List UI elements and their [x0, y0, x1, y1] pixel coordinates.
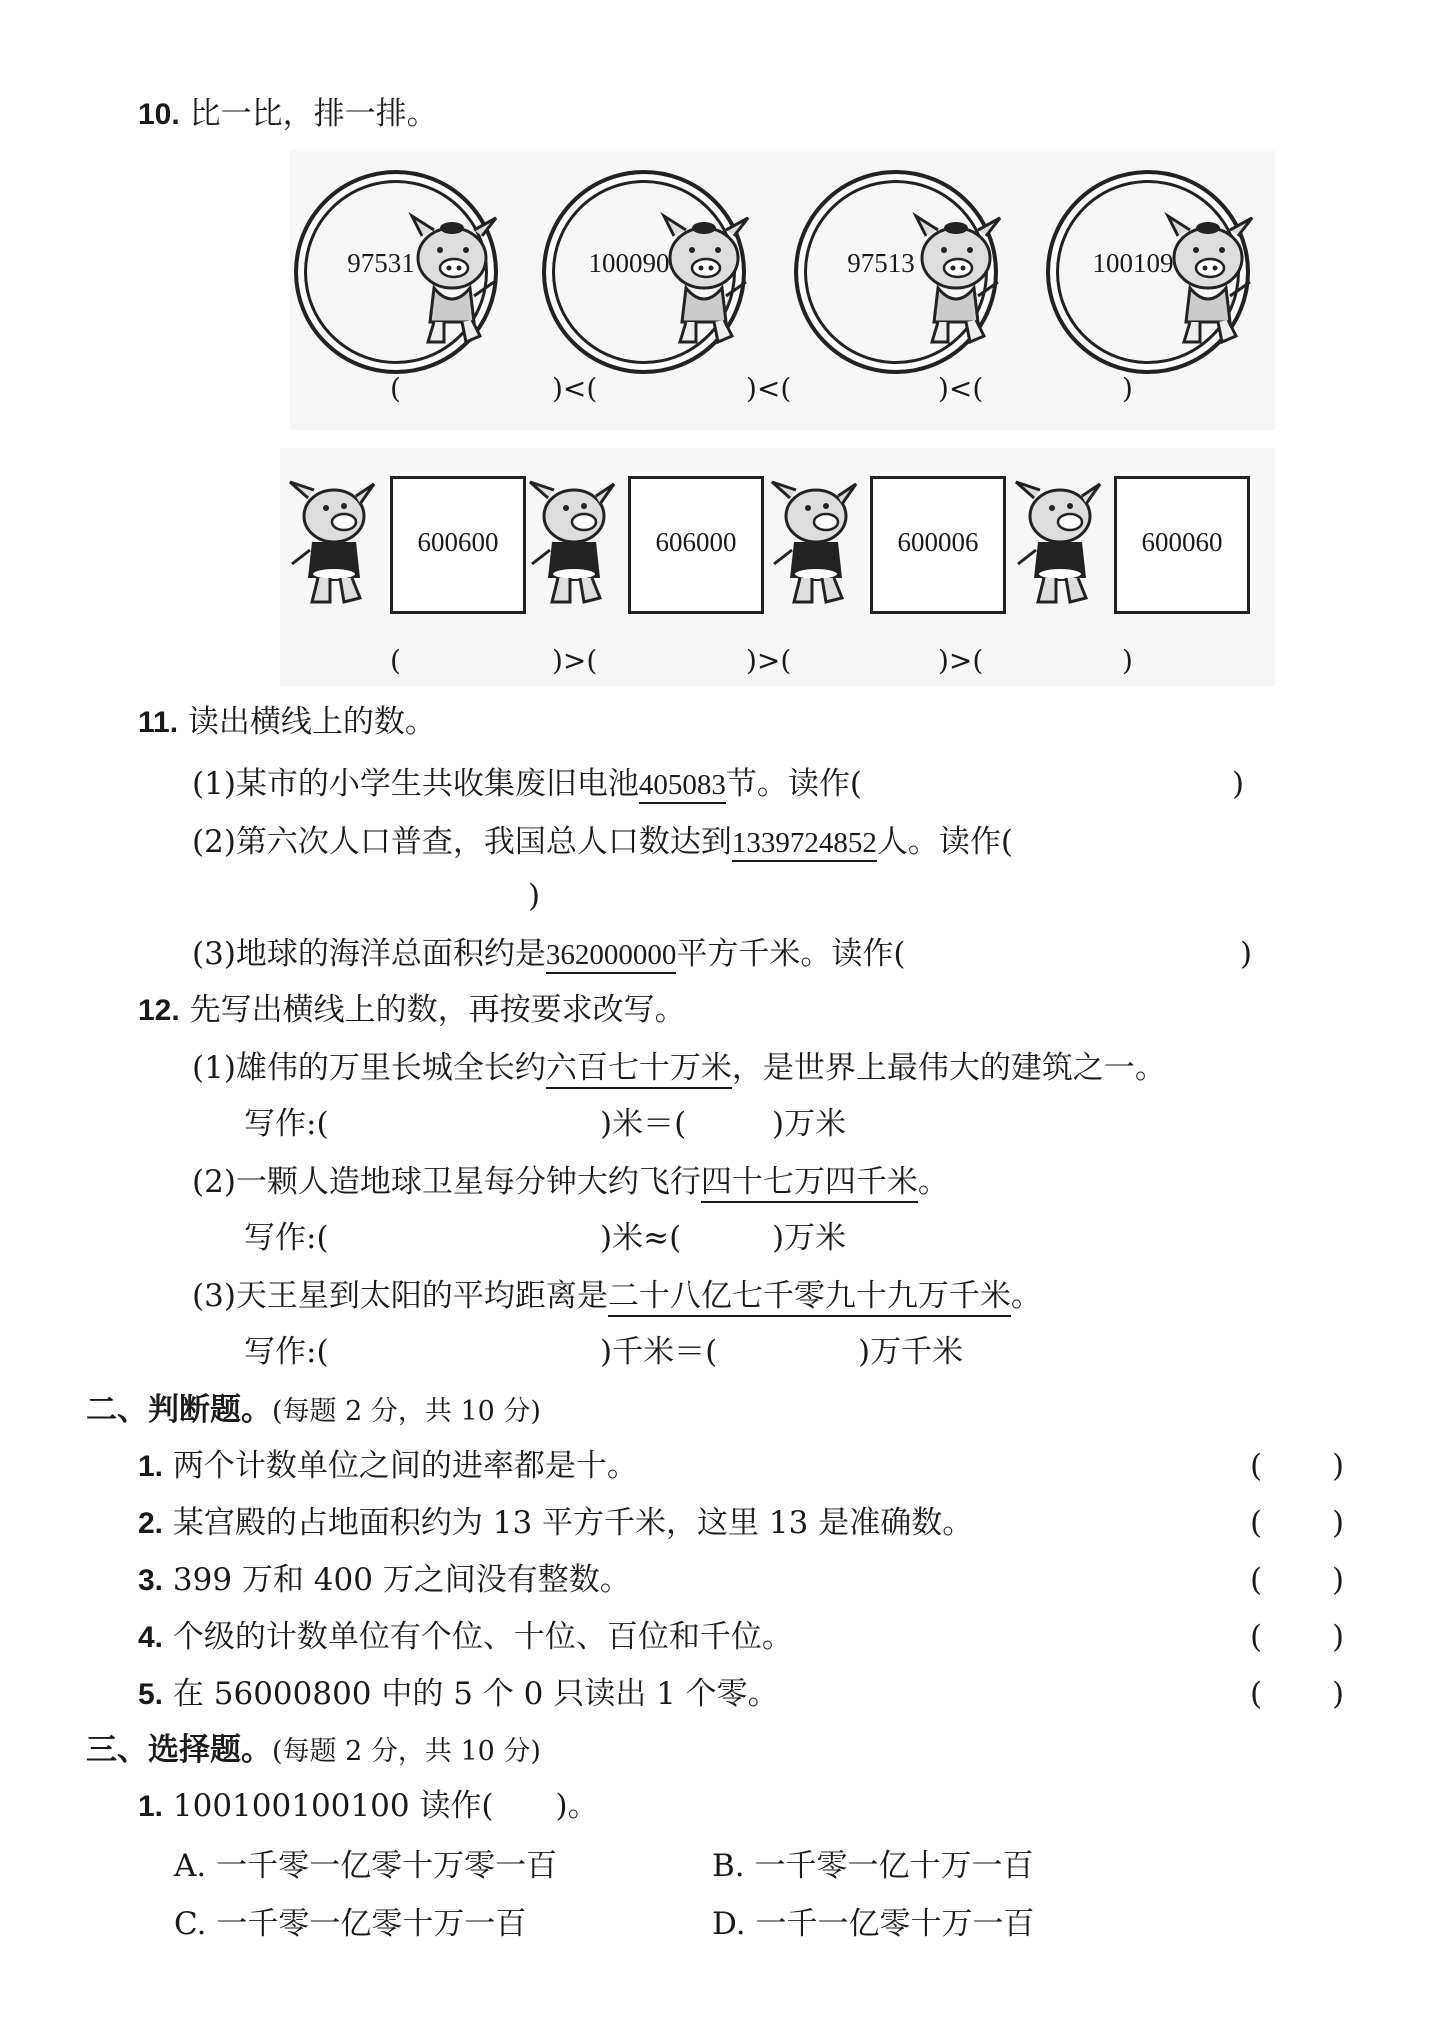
- write-mid: )米≈(: [600, 1220, 682, 1256]
- q10-boxes-figure: [280, 448, 1275, 686]
- q12-title: 先写出横线上的数，再按要求改写。: [189, 992, 686, 1028]
- write-mid: )米＝(: [600, 1106, 687, 1142]
- judge-item-2: 2. 某宫殿的占地面积约为 13 平方千米，这里 13 是准确数。: [138, 1505, 974, 1541]
- q12-item-1: (1)雄伟的万里长城全长约六百七十万米，是世界上最伟大的建筑之一。: [192, 1048, 1166, 1088]
- q10-heading: [138, 94, 438, 135]
- judge-answer-close: ): [1332, 1562, 1345, 1598]
- answer-blank[interactable]: )>(: [746, 644, 792, 677]
- q11-heading: [138, 702, 436, 743]
- answer-blank[interactable]: )<(: [746, 372, 792, 405]
- choice-question-1: 1. 100100100100 读作( )。: [138, 1788, 599, 1824]
- write-end: )万米: [772, 1220, 847, 1256]
- q11-item-1: (1)某市的小学生共收集废旧电池405083节。读作(: [192, 766, 863, 802]
- answer-blank[interactable]: )<(: [938, 372, 984, 405]
- q10-title: 比一比，排一排。: [189, 96, 438, 132]
- answer-blank[interactable]: )<(: [552, 372, 598, 405]
- section-2-heading: 二、判断题。(每题 2 分，共 10 分): [86, 1392, 541, 1428]
- circle-number-3: 97513: [794, 170, 998, 374]
- judge-answer-open[interactable]: (: [1250, 1562, 1263, 1598]
- judge-answer-open[interactable]: (: [1250, 1676, 1263, 1712]
- judge-item-5: 5. 在 56000800 中的 5 个 0 只读出 1 个零。: [138, 1676, 779, 1712]
- judge-answer-open[interactable]: (: [1250, 1505, 1263, 1541]
- q11-title: 读出横线上的数。: [187, 704, 436, 740]
- judge-item-1: 1. 两个计数单位之间的进率都是十。: [138, 1448, 638, 1484]
- underlined-words: 四十七万四千米: [701, 1164, 918, 1203]
- q10-number: 10.: [138, 98, 180, 131]
- option-a[interactable]: A. 一千零一亿零十万零一百: [174, 1848, 558, 1884]
- answer-close-paren: ): [528, 878, 541, 914]
- pig-icon: [524, 478, 620, 608]
- section-3-heading: 三、选择题。(每题 2 分，共 10 分): [86, 1732, 541, 1768]
- judge-answer-open[interactable]: (: [1250, 1619, 1263, 1655]
- judge-item-4: 4. 个级的计数单位有个位、十位、百位和千位。: [138, 1619, 793, 1655]
- q11-item-2: (2)第六次人口普查，我国总人口数达到1339724852人。读作(: [192, 824, 1014, 860]
- box-number-3: 600006: [870, 476, 1006, 614]
- answer-blank-close[interactable]: ): [1122, 372, 1133, 405]
- underlined-words: 六百七十万米: [546, 1050, 732, 1089]
- pig-icon: [908, 210, 1008, 350]
- underlined-number: 405083: [639, 769, 726, 804]
- write-label: 写作:(: [244, 1220, 329, 1256]
- judge-answer-open[interactable]: (: [1250, 1448, 1263, 1484]
- judge-answer-close: ): [1332, 1505, 1345, 1541]
- q11-number: 11.: [138, 706, 179, 739]
- answer-close-paren: ): [1232, 766, 1245, 802]
- q12-item-2: (2)一颗人造地球卫星每分钟大约飞行四十七万四千米。: [192, 1162, 949, 1202]
- judge-answer-close: ): [1332, 1676, 1345, 1712]
- q10-circles-figure: [290, 150, 1275, 430]
- judge-answer-close: ): [1332, 1619, 1345, 1655]
- answer-close-paren: ): [1240, 936, 1253, 972]
- q12-item-3: (3)天王星到太阳的平均距离是二十八亿七千零九十九万千米。: [192, 1276, 1042, 1316]
- write-end: )万米: [772, 1106, 847, 1142]
- answer-blank[interactable]: )>(: [552, 644, 598, 677]
- circle-number-4: 100109: [1046, 170, 1250, 374]
- underlined-number: 1339724852: [732, 827, 877, 862]
- write-label: 写作:(: [244, 1334, 329, 1370]
- pig-icon: [284, 478, 380, 608]
- q11-item-3: (3)地球的海洋总面积约是362000000平方千米。读作(: [192, 936, 906, 972]
- answer-blank-close[interactable]: ): [1122, 644, 1133, 677]
- circle-number-1: 97531: [294, 170, 498, 374]
- option-c[interactable]: C. 一千零一亿零十万一百: [174, 1906, 527, 1942]
- answer-blank-open[interactable]: (: [390, 372, 401, 405]
- pig-icon: [404, 210, 504, 350]
- underlined-words: 二十八亿七千零九十九万千米: [608, 1278, 1011, 1317]
- option-b[interactable]: B. 一千零一亿十万一百: [712, 1848, 1034, 1884]
- judge-item-3: 3. 399 万和 400 万之间没有整数。: [138, 1562, 631, 1598]
- underlined-number: 362000000: [546, 939, 677, 974]
- circle-number-2: 100090: [542, 170, 746, 374]
- judge-answer-close: ): [1332, 1448, 1345, 1484]
- option-d[interactable]: D. 一千一亿零十万一百: [712, 1906, 1035, 1942]
- answer-blank-open[interactable]: (: [390, 644, 401, 677]
- q12-number: 12.: [138, 994, 180, 1027]
- pig-icon: [1010, 478, 1106, 608]
- pig-icon: [766, 478, 862, 608]
- box-number-4: 600060: [1114, 476, 1250, 614]
- write-label: 写作:(: [244, 1106, 329, 1142]
- box-number-2: 606000: [628, 476, 764, 614]
- pig-icon: [656, 210, 756, 350]
- box-number-1: 600600: [390, 476, 526, 614]
- q12-heading: [138, 990, 686, 1031]
- pig-icon: [1160, 210, 1260, 350]
- answer-blank[interactable]: )>(: [938, 644, 984, 677]
- write-end: )万千米: [858, 1334, 964, 1370]
- write-mid: )千米＝(: [600, 1334, 718, 1370]
